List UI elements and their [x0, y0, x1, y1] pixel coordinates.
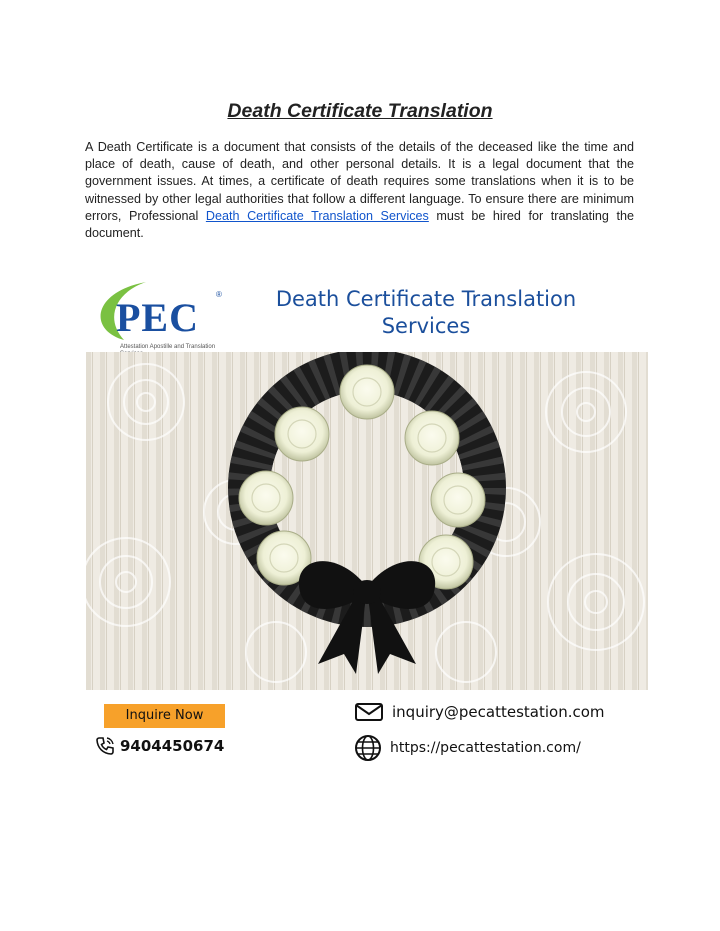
logo-subtitle: Attestation Apostille and Translation	[120, 344, 216, 350]
translation-services-link[interactable]: Death Certificate Translation Services	[205, 208, 429, 223]
banner-title-line1: Death Certificate Translation	[275, 287, 577, 311]
email-address: inquiry@pecattestation.com	[392, 703, 605, 721]
paragraph-text-start: A Death Certificate is a document that consists of the details of the deceased like the time and place of death, cause of death, and other personal details. It is a legal document that the government issues. At times, a certificate of death requires some translations when it is to be witnessed by other legal authorities that follow a different language. To ensure there are minimum errors, Professional	[85, 140, 634, 223]
envelope-icon	[354, 702, 384, 722]
phone-icon	[94, 735, 116, 757]
phone-number: 9404450674	[120, 737, 225, 755]
logo-registered-mark: ®	[216, 290, 222, 299]
logo-text: PEC	[116, 295, 199, 340]
wreath-photo	[86, 352, 648, 690]
promo-banner-image	[86, 268, 648, 768]
pec-logo	[86, 278, 236, 358]
website-contact	[354, 734, 581, 762]
page-title: Death Certificate Translation	[227, 100, 493, 122]
inquire-now-button[interactable]: Inquire Now	[104, 704, 225, 728]
email-contact	[354, 702, 605, 722]
paragraph-text-end: must be hired for translating the document.	[85, 208, 635, 241]
website-url: https://pecattestation.com/	[390, 740, 581, 756]
phone-contact	[94, 734, 224, 758]
body-paragraph	[85, 139, 634, 242]
banner-title-line2: Services	[381, 314, 471, 338]
globe-icon	[354, 734, 382, 762]
contact-footer	[86, 698, 648, 768]
banner-title	[216, 286, 636, 340]
funeral-wreath-image	[86, 352, 648, 690]
